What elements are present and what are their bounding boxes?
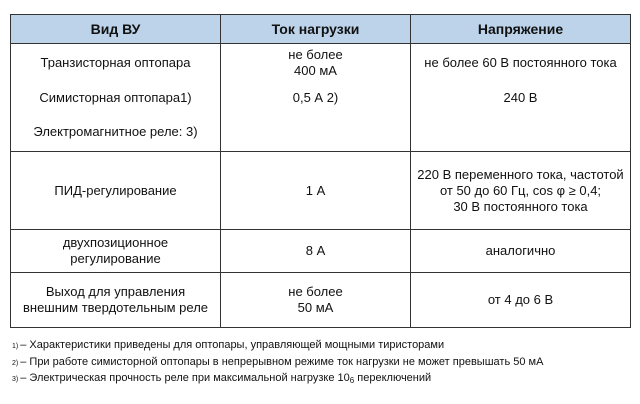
footnote-text-main: – Электрическая прочность реле при максимальной нагрузке 10 [20, 372, 350, 384]
load-current-cell [221, 44, 411, 152]
voltage-relay [414, 115, 627, 150]
type-line: Выход для управления [45, 284, 186, 299]
table-row [11, 273, 631, 328]
footnotes [12, 338, 543, 389]
footnote-mark: 2) [12, 359, 19, 367]
footnote-text: – При работе симисторной оптопары в непрерывном режиме ток нагрузки не может превышать 50 мА [20, 355, 544, 368]
current-relay [224, 115, 407, 150]
voltage-line: 220 В переменного тока, частотой [417, 166, 624, 182]
voltage-cell [411, 44, 631, 152]
current-line: не более [288, 284, 343, 299]
voltage-cell: аналогично [411, 230, 631, 273]
voltage-triac: 240 В [503, 89, 538, 105]
current-triac: 0,5 А 2) [292, 89, 339, 105]
footnote-2 [12, 355, 543, 372]
type-triac: Симисторная оптопара1) [39, 89, 192, 105]
header-output-type: Вид ВУ [11, 15, 221, 44]
footnote-text: – Характеристики приведены для оптопары, управляющей мощными тиристорами [20, 339, 445, 351]
voltage-line: от 50 до 60 Гц, cos φ ≥ 0,4; [439, 182, 602, 198]
header-load-current: Ток нагрузки [221, 15, 411, 44]
footnote-mark: 1) [12, 343, 19, 350]
type-line: регулирование [70, 251, 161, 266]
voltage-line: 30 В постоянного тока [453, 198, 588, 214]
type-transistor: Транзисторная оптопара [40, 54, 191, 70]
load-current-cell: 8 А [221, 230, 411, 273]
footnote-text-tail: переключений [354, 372, 432, 384]
output-type-cell: ПИД-регулирование [11, 152, 221, 230]
output-type-cell [11, 44, 221, 152]
current-transistor [224, 46, 407, 81]
current-line: не более [288, 46, 343, 62]
voltage-cell: от 4 до 6 В [411, 273, 631, 328]
type-line: двухпозиционное [62, 235, 169, 250]
load-current-cell [221, 273, 411, 328]
footnote-exponent: 6 [349, 376, 355, 385]
current-line: 400 мА [294, 62, 337, 78]
type-relay: Электромагнитное реле: 3) [33, 124, 198, 140]
load-current-cell: 1 А [221, 152, 411, 230]
footnote-mark: 3) [12, 376, 19, 383]
current-line: 50 мА [297, 300, 334, 315]
type-line: внешним твердотельным реле [22, 300, 209, 315]
footnote-text [20, 371, 431, 389]
voltage-transistor: не более 60 В постоянного тока [424, 54, 617, 70]
footnote-3 [12, 371, 543, 389]
table-row [11, 44, 631, 152]
voltage-cell [411, 152, 631, 230]
specs-table [10, 14, 631, 328]
output-type-cell [11, 273, 221, 328]
table-row [11, 152, 631, 230]
footnote-1 [12, 338, 543, 355]
table-row [11, 230, 631, 273]
output-type-cell [11, 230, 221, 273]
header-voltage: Напряжение [411, 15, 631, 44]
table-header-row [11, 15, 631, 44]
